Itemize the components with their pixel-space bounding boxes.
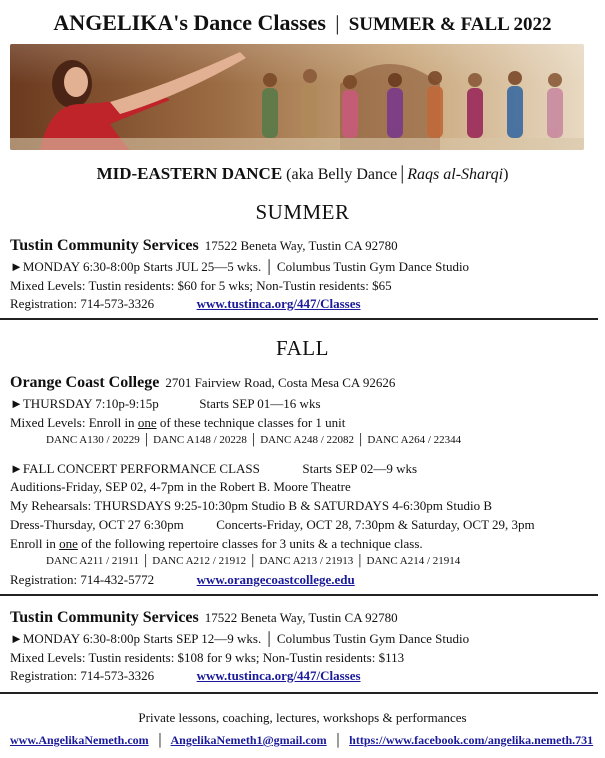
subtitle-arabic: Raqs al-Sharqi [407,166,504,183]
summer-registration-row [10,295,361,312]
divider-occ-tustin [0,594,598,596]
occ-enroll-pre: Enroll in [10,536,60,551]
occ-enroll-one: one [59,536,78,551]
title-main: ANGELIKA's Dance Classes [53,10,326,35]
occ-registration-row [10,571,355,588]
summer-org-name: Tustin Community Services [10,237,199,254]
occ-enroll-post: of the following repertoire classes for 3 units & a technique class. [77,536,423,551]
summer-heading: SUMMER [255,200,350,224]
occ-day: ►THURSDAY 7:10p-9:15p [10,396,159,411]
email-link[interactable]: AngelikaNemeth1@gmail.com [170,733,327,747]
fall-tustin-registration-row [10,667,361,684]
summer-pricing: Mixed Levels: Tustin residents: $60 for 5 wks; Non-Tustin residents: $65 [10,278,392,293]
fall-tustin-pricing: Mixed Levels: Tustin residents: $108 for 9 wks; Non-Tustin residents: $113 [10,650,405,665]
occ-link[interactable]: www.orangecoastcollege.edu [196,572,355,587]
fall-tustin-link[interactable]: www.tustinca.org/447/Classes [196,668,361,683]
occ-auditions: Auditions-Friday, SEP 02, 4-7pm in the Robert B. Moore Theatre [10,479,351,494]
occ-concerts: Concerts-Friday, OCT 28, 7:30pm & Saturday, OCT 29, 3pm [216,517,535,532]
occ-enroll [10,535,423,552]
occ-levels-pre: Mixed Levels: Enroll in [10,415,138,430]
website-link[interactable]: www.AngelikaNemeth.com [10,733,149,747]
fall-tustin-address: 17522 Beneta Way, Tustin CA 92780 [204,610,398,625]
occ-dress: Dress-Thursday, OCT 27 6:30pm [10,517,184,532]
divider-footer [0,692,598,694]
title-separator: | [335,11,340,35]
title-season: SUMMER & FALL 2022 [348,14,552,35]
page-title [0,10,605,38]
services-line: Private lessons, coaching, lectures, workshops & performances [138,710,467,725]
occ-address: 2701 Fairview Road, Costa Mesa CA 92626 [165,375,396,390]
subtitle-main: MID-EASTERN DANCE [96,164,283,183]
occ-levels [10,414,345,431]
dance-banner-image [10,44,584,150]
occ-repertoire-codes: DANC A211 / 21911 │ DANC A212 / 21912 │ DANC A213 / 21913 │ DANC A214 / 21914 [46,555,461,567]
facebook-link[interactable]: https://www.facebook.com/angelika.nemeth.731 [349,733,594,747]
occ-concert-start: Starts SEP 02—9 wks [302,461,418,476]
fall-tustin-registration: Registration: 714-573-3326 [10,668,155,683]
occ-rehearsals: My Rehearsals: THURSDAYS 9:25-10:30pm Studio B & SATURDAYS 4-6:30pm Studio B [10,498,493,513]
link-separator-1: │ [155,733,165,747]
occ-org [10,374,395,391]
occ-technique-codes: DANC A130 / 20229 │ DANC A148 / 20228 │ DANC A248 / 22082 │ DANC A264 / 22344 [46,434,462,446]
summer-address: 17522 Beneta Way, Tustin CA 92780 [204,238,398,253]
subtitle-aka: (aka Belly Dance [286,166,398,183]
occ-concert [10,460,417,477]
summer-org [10,237,398,254]
summer-registration: Registration: 714-573-3326 [10,296,155,311]
dance-style-subtitle [0,163,605,185]
occ-start: Starts SEP 01—16 wks [199,396,321,411]
banner-illustration [10,44,584,150]
occ-dress-concerts [10,516,535,533]
summer-schedule: ►MONDAY 6:30-8:00p Starts JUL 25—5 wks. │ Columbus Tustin Gym Dance Studio [10,259,470,274]
occ-levels-post: of these technique classes for 1 unit [156,415,346,430]
subtitle-bar: | [400,162,405,184]
subtitle-close: ) [503,166,509,183]
occ-schedule [10,395,321,412]
occ-levels-one: one [137,415,157,430]
contact-links [10,733,593,748]
fall-tustin-org [10,609,398,626]
divider-summer-fall [0,318,598,320]
occ-concert-title: ►FALL CONCERT PERFORMANCE CLASS [10,461,260,476]
occ-registration: Registration: 714-432-5772 [10,572,155,587]
fall-heading: FALL [276,336,329,360]
occ-org-name: Orange Coast College [10,374,160,391]
link-separator-2: │ [333,733,343,747]
fall-tustin-org-name: Tustin Community Services [10,609,199,626]
fall-tustin-schedule: ►MONDAY 6:30-8:00p Starts SEP 12—9 wks. │ Columbus Tustin Gym Dance Studio [10,631,470,646]
summer-link[interactable]: www.tustinca.org/447/Classes [196,296,361,311]
